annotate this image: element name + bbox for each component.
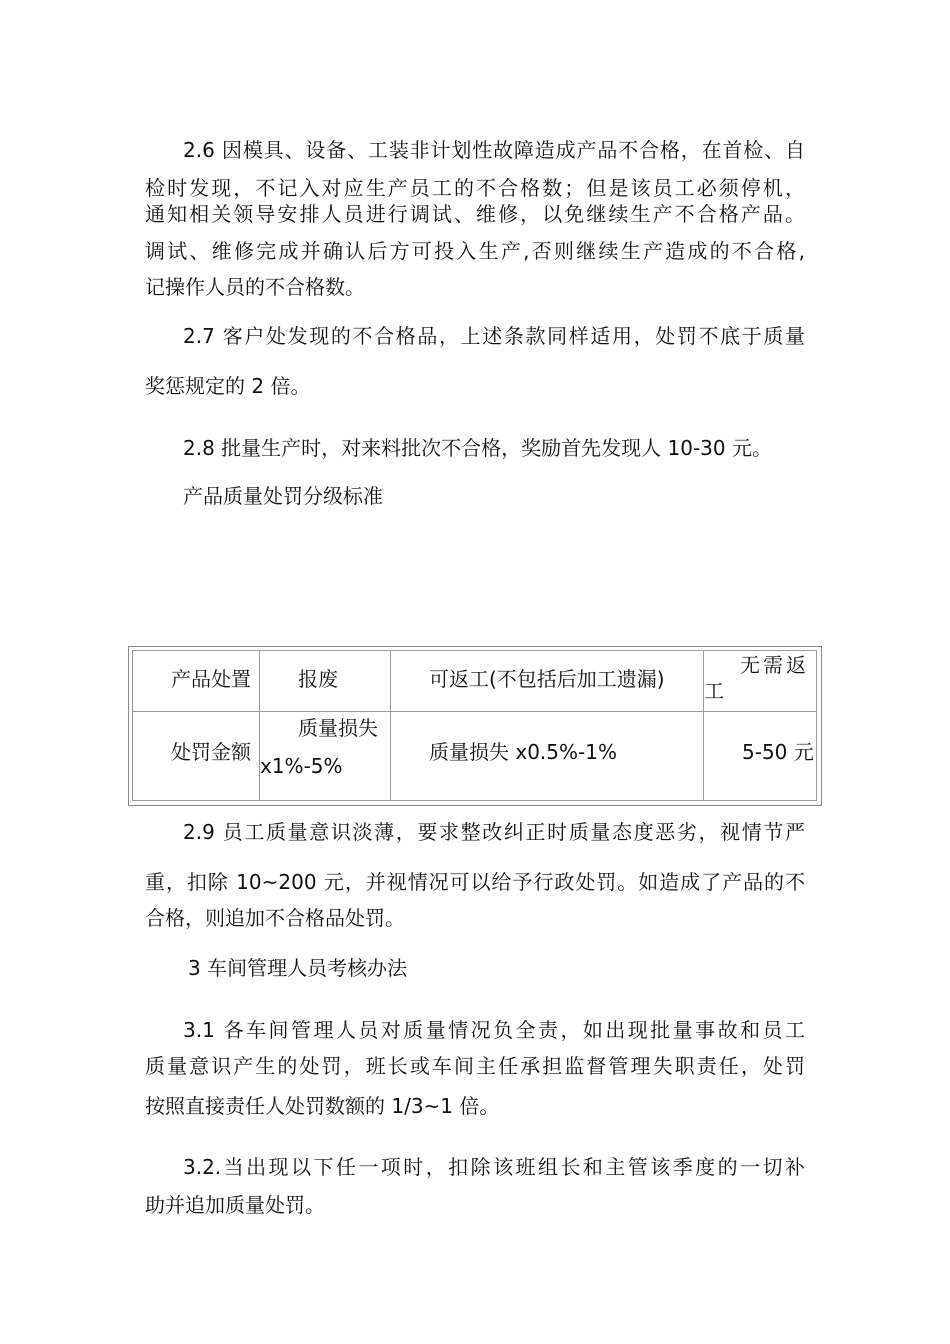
table-cell-r2c1: [132, 711, 260, 801]
para-3-2-line-2: 助并追加质量处罚。: [145, 1193, 325, 1217]
table-cell-r1c3: [390, 650, 704, 712]
table-cell-r2c4: [703, 711, 817, 801]
para-2-6-line-3: 通知相关领导安排人员进行调试、维修，以免继续生产不合格产品。: [145, 202, 805, 226]
para-2-9-line-2: 重，扣除 10~200 元，并视情况可以给予行政处罚。如造成了产品的不: [145, 870, 805, 894]
penalty-table: [128, 646, 822, 806]
table-cell-text: 质量损失: [298, 716, 378, 740]
table-cell-r2c3: [390, 711, 704, 801]
para-2-9-line-1: 2.9 员工质量意识淡薄，要求整改纠正时质量态度恶劣，视情节严: [183, 820, 805, 844]
para-2-6-line-5: 记操作人员的不合格数。: [145, 275, 365, 299]
para-2-7-line-2: 奖惩规定的 2 倍。: [145, 374, 311, 398]
table-cell-r1c4: [703, 650, 817, 712]
para-3-1-line-2: 质量意识产生的处罚，班长或车间主任承担监督管理失职责任，处罚: [145, 1054, 805, 1078]
table-cell-r1c2: [259, 650, 391, 712]
table-cell-text: x1%-5%: [260, 754, 343, 778]
para-2-8: 2.8 批量生产时，对来料批次不合格，奖励首先发现人 10-30 元。: [183, 436, 772, 460]
table-cell-r2c2: [259, 711, 391, 801]
table-cell-text: 工: [704, 679, 724, 703]
para-3-1-line-3: 按照直接责任人处罚数额的 1/3~1 倍。: [145, 1094, 500, 1118]
table-cell-text: 质量损失 x0.5%-1%: [429, 740, 617, 764]
section-3-heading: 3 车间管理人员考核办法: [188, 956, 408, 980]
table-title: 产品质量处罚分级标准: [183, 484, 383, 508]
table-cell-text: 产品处置: [171, 667, 251, 691]
table-cell-text: 报废: [298, 667, 338, 691]
table-cell-text: 无需返: [740, 653, 809, 677]
para-3-1-line-1: 3.1 各车间管理人员对质量情况负全责，如出现批量事故和员工: [183, 1018, 805, 1042]
para-2-7-line-1: 2.7 客户处发现的不合格品，上述条款同样适用，处罚不底于质量: [183, 324, 805, 348]
para-2-6-line-2: 检时发现，不记入对应生产员工的不合格数；但是该员工必须停机，: [145, 176, 805, 200]
table-cell-text: 可返工(不包括后加工遗漏): [429, 667, 665, 691]
para-2-6-line-4: 调试、维修完成并确认后方可投入生产,否则继续生产造成的不合格,: [145, 239, 805, 263]
para-2-6-line-1: 2.6 因模具、设备、工装非计划性故障造成产品不合格，在首检、自: [183, 138, 805, 162]
para-2-9-line-3: 合格，则追加不合格品处罚。: [145, 906, 405, 930]
table-cell-r1c1: [132, 650, 260, 712]
table-cell-text: 5-50 元: [742, 740, 814, 764]
table-cell-text: 处罚金额: [171, 740, 251, 764]
para-3-2-line-1: 3.2.当出现以下任一项时，扣除该班组长和主管该季度的一切补: [183, 1155, 805, 1179]
